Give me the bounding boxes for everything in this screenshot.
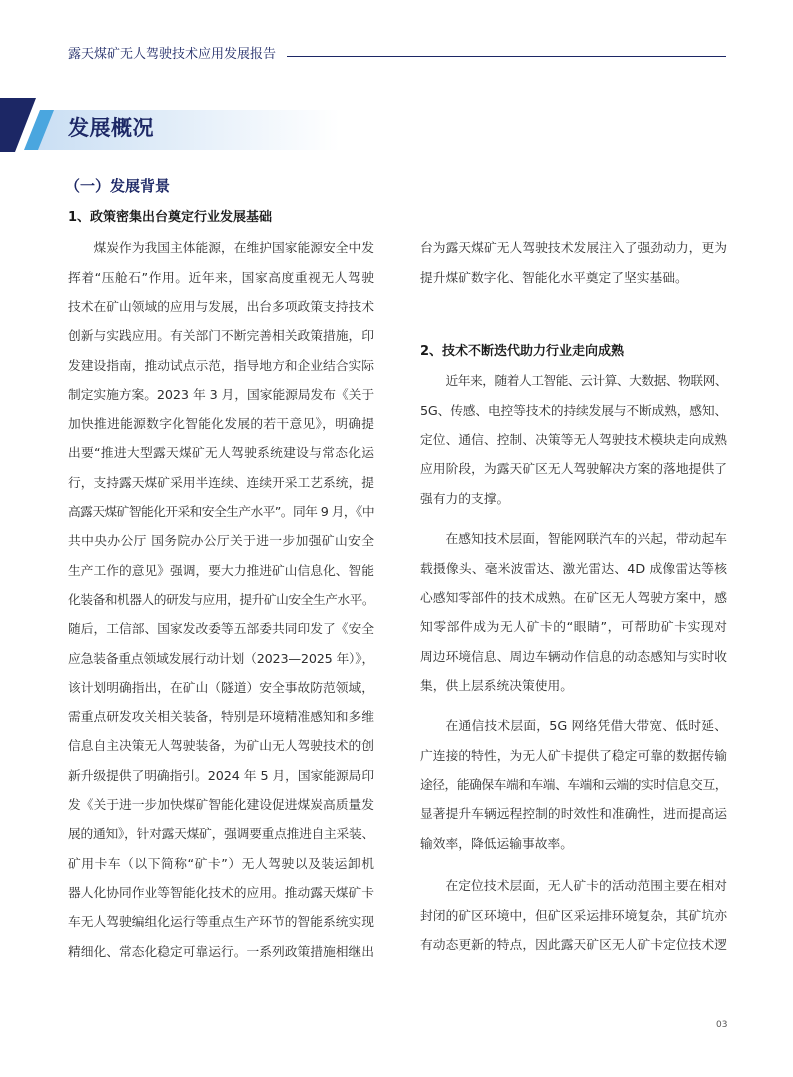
text-line: 制定实施方案。2023 年 3 月，国家能源局发布《关于 (68, 387, 374, 403)
text-line: 有动态更新的特点，因此露天矿区无人矿卡定位技术逻 (420, 937, 727, 953)
right-paragraph (420, 525, 727, 701)
header-divider (287, 56, 726, 57)
text-line: 显著提升车辆远程控制的时效性和准确性，进而提高运 (420, 807, 727, 823)
right-paragraph (420, 367, 727, 513)
left-heading: 1、政策密集出台奠定行业发展基础 (68, 210, 273, 225)
section-banner-graphic (0, 98, 340, 154)
text-line: 广连接的特性，为无人矿卡提供了稳定可靠的数据传输 (420, 748, 727, 764)
text-line: 发《关于进一步加快煤矿智能化建设促进煤炭高质量发 (68, 798, 374, 814)
text-line: 载摄像头、毫米波雷达、激光雷达、4D 成像雷达等核 (420, 561, 727, 577)
right-paragraph (420, 872, 727, 960)
report-title: 露天煤矿无人驾驶技术应用发展报告 (68, 47, 277, 62)
left-paragraph (68, 234, 374, 966)
text-line: 生产工作的意见》强调，要大力推进矿山信息化、智能 (68, 563, 374, 579)
text-line: 加快推进能源数字化智能化发展的若干意见》，明确提 (68, 417, 374, 433)
text-line: 煤炭作为我国主体能源，在维护国家能源安全中发 (93, 241, 374, 257)
text-line: 集，供上层系统决策使用。 (420, 678, 573, 694)
text-line: 该计划明确指出，在矿山（隧道）安全事故防范领域， (68, 680, 374, 696)
text-line: 心感知零部件的技术成熟。在矿区无人驾驶方案中，感 (420, 590, 727, 606)
text-line: 在通信技术层面，5G 网络凭借大带宽、低时延、 (445, 719, 727, 735)
text-line: 精细化、常态化稳定可靠运行。一系列政策措施相继出 (68, 944, 374, 960)
text-line: 随后，工信部、国家发改委等五部委共同印发了《安全 (68, 622, 374, 638)
text-line: 定位、通信、控制、决策等无人驾驶技术模块走向成熟 (420, 432, 727, 448)
text-line: 挥着“压舱石”作用。近年来，国家高度重视无人驾驶 (68, 270, 374, 286)
right-continuation-paragraph (420, 234, 727, 293)
text-line: 应用阶段，为露天矿区无人驾驶解决方案的落地提供了 (420, 462, 727, 478)
text-line: 知零部件成为无人矿卡的“眼睛”，可帮助矿卡实现对 (420, 620, 727, 636)
text-line: 周边环境信息、周边车辆动作信息的动态感知与实时收 (420, 649, 727, 665)
text-line: 近年来，随着人工智能、云计算、大数据、物联网、 (445, 374, 727, 390)
text-line: 应急装备重点领域发展行动计划（2023—2025 年）》， (68, 651, 374, 667)
text-line: 在感知技术层面，智能网联汽车的兴起，带动起车 (445, 532, 727, 548)
text-line: 车无人驾驶编组化运行等重点生产环节的智能系统实现 (68, 915, 374, 931)
text-line: 强有力的支撑。 (420, 491, 510, 507)
text-line: 矿用卡车（以下简称“矿卡”）无人驾驶以及装运卸机 (68, 856, 374, 872)
text-line: 台为露天煤矿无人驾驶技术发展注入了强劲动力，更为 (420, 241, 727, 257)
text-line: 化装备和机器人的研发与应用，提升矿山安全生产水平。 (68, 592, 374, 608)
text-line: 器人化协同作业等智能化技术的应用。推动露天煤矿卡 (68, 885, 374, 901)
text-line: 行，支持露天煤矿采用半连续、连续开采工艺系统，提 (68, 475, 374, 491)
page-number: 03 (716, 1020, 728, 1030)
text-line: 信息自主决策无人驾驶装备，为矿山无人驾驶技术的创 (68, 739, 374, 755)
text-line: 需重点研发攻关相关装备，特别是环境精准感知和多维 (68, 710, 374, 726)
section-title: 发展概况 (68, 116, 154, 140)
text-line: 在定位技术层面，无人矿卡的活动范围主要在相对 (445, 879, 727, 895)
text-line: 发建设指南，推动试点示范，指导地方和企业结合实际 (68, 358, 374, 374)
text-line: 封闭的矿区环境中，但矿区采运排环境复杂，其矿坑亦 (420, 908, 727, 924)
text-line: 技术在矿山领域的应用与发展，出台多项政策支持技术 (68, 299, 374, 315)
text-line: 提升煤矿数字化、智能化水平奠定了坚实基础。 (420, 270, 688, 286)
text-line: 共中央办公厅 国务院办公厅关于进一步加强矿山安全 (68, 534, 374, 550)
subsection-title: （一）发展背景 (65, 177, 171, 195)
text-line: 创新与实践应用。有关部门不断完善相关政策措施，印 (68, 329, 374, 345)
right-paragraph (420, 712, 727, 858)
text-line: 途径，能确保车端和车端、车端和云端的实时信息交互， (420, 777, 727, 793)
text-line: 输效率，降低运输事故率。 (420, 836, 573, 852)
text-line: 5G、传感、电控等技术的持续发展与不断成熟，感知、 (420, 403, 727, 419)
right-heading: 2、技术不断迭代助力行业走向成熟 (420, 344, 625, 359)
text-line: 展的通知》，针对露天煤矿，强调要重点推进自主采装、 (68, 827, 374, 843)
text-line: 出要“推进大型露天煤矿无人驾驶系统建设与常态化运 (68, 446, 374, 462)
text-line: 新升级提供了明确指引。2024 年 5 月，国家能源局印 (68, 768, 374, 784)
text-line: 高露天煤矿智能化开采和安全生产水平”。同年 9 月，《中 (68, 505, 374, 521)
